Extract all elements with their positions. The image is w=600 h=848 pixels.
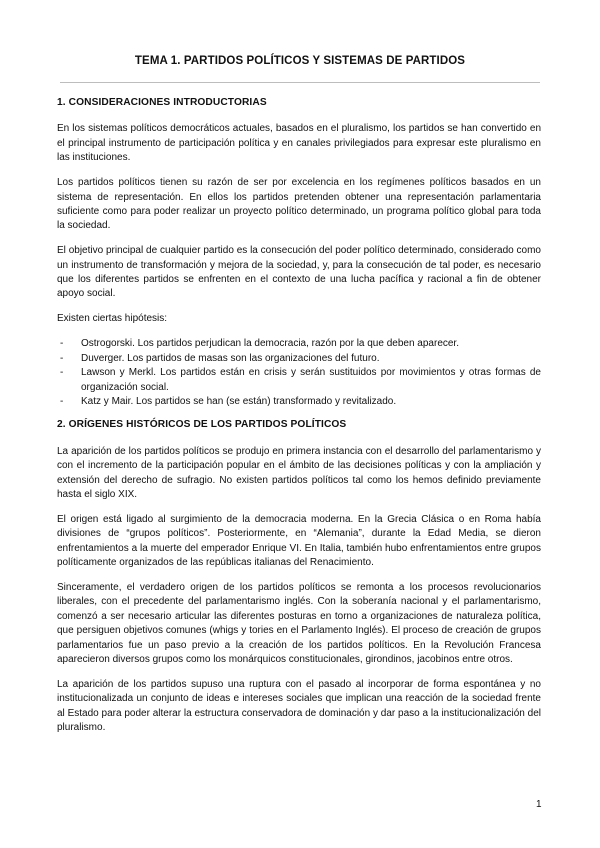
section-2-heading: 2. ORÍGENES HISTÓRICOS DE LOS PARTIDOS POLÍTICOS xyxy=(57,419,347,431)
section-2-paragraph: La aparición de los partidos supuso una ruptura con el pasado al incorporar de forma espontánea y no institucionalizada un conjunto de ideas e intereses sociales que implican una reacción de la sociedad frente al Estado para poder alterar la estructura conservadora de dominación y dar paso a la institucionalización del pluralismo. xyxy=(57,678,541,734)
section-2-paragraph: Sinceramente, el verdadero origen de los partidos políticos se remonta a los procesos revolucionarios liberales, con el precedente del parlamentarismo inglés. Con la soberanía nacional y el parlamentarismo, comenzó a ser necesario articular las diferentes posturas en torno a organizaciones de naturaleza política, que persiguen objetivos comunes (whigs y tories en el Parlamento Inglés). El proceso de creación de grupos parlamentarios fue un paso previo a la creación de los partidos políticos. En la Revolución Francesa aparecieron diversos grupos como los monárquicos constitucionales, girondinos, jacobinos entre otros. xyxy=(57,581,541,665)
hypotheses-list xyxy=(57,337,541,409)
section-2-paragraph: El origen está ligado al surgimiento de la democracia moderna. En la Grecia Clásica o en Roma había divisiones de “grupos políticos”. Posteriormente, en “Alemania”, durante la Edad Media, se dieron enfrentamientos a la muerte del emperador Enrique VI. En Italia, también hubo enfrentamientos entre grupos políticamente organizados de las repúblicas italianas del Renacimiento. xyxy=(57,513,541,569)
title-divider xyxy=(60,82,540,83)
section-1-paragraph: Los partidos políticos tienen su razón de ser por excelencia en los regímenes políticos basados en un sistema de representación. En ellos los partidos pretenden obtener una representación parlamentaria suficiente como para poder realizar un proyecto político determinado, un programa político global para toda la sociedad. xyxy=(57,177,541,232)
list-item xyxy=(57,352,541,366)
document-title: TEMA 1. PARTIDOS POLÍTICOS Y SISTEMAS DE PARTIDOS xyxy=(134,55,466,67)
list-bullet: - xyxy=(60,395,64,407)
hypotheses-intro: Existen ciertas hipótesis: xyxy=(57,313,168,325)
list-bullet: - xyxy=(60,352,64,364)
list-item xyxy=(57,395,541,409)
list-item-text: Katz y Mair. Los partidos se han (se están) transformado y revitalizado. xyxy=(81,395,397,407)
section-2-paragraph: La aparición de los partidos políticos se produjo en primera instancia con el desarrollo del parlamentarismo y con el incremento de la participación popular en el ámbito de las decisiones políticas y con la ampliación y extensión del derecho de sufragio. No existen partidos políticos tal como los hemos definido previamente hasta el siglo XIX. xyxy=(57,445,541,500)
list-item xyxy=(57,337,541,351)
section-1-heading: 1. CONSIDERACIONES INTRODUCTORIAS xyxy=(57,97,267,108)
list-item xyxy=(57,366,541,395)
section-1-paragraph: El objetivo principal de cualquier partido es la consecución del poder político determinado, considerado como un instrumento de transformación y mejora de la sociedad, y, para la consecución de tal poder, es necesario que los diferentes partidos se enfrenten en el contexto de una lucha pacífica y racional a fin de obtener apoyo social. xyxy=(57,245,541,300)
page-number: 1 xyxy=(536,799,542,810)
section-1-paragraph: En los sistemas políticos democráticos actuales, basados en el pluralismo, los partidos se han convertido en el principal instrumento de participación política y en canales privilegiados para expresar este pluralismo en las instituciones. xyxy=(57,123,541,164)
list-bullet: - xyxy=(60,367,64,379)
list-bullet: - xyxy=(60,338,64,350)
list-item-text: Ostrogorski. Los partidos perjudican la democracia, razón por la que deben aparecer. xyxy=(81,338,459,350)
list-item-text: Lawson y Merkl. Los partidos están en crisis y serán sustituidos por movimientos y otras formas de organización social. xyxy=(81,367,541,393)
list-item-text: Duverger. Los partidos de masas son las organizaciones del futuro. xyxy=(81,352,380,364)
document-body xyxy=(57,96,541,746)
